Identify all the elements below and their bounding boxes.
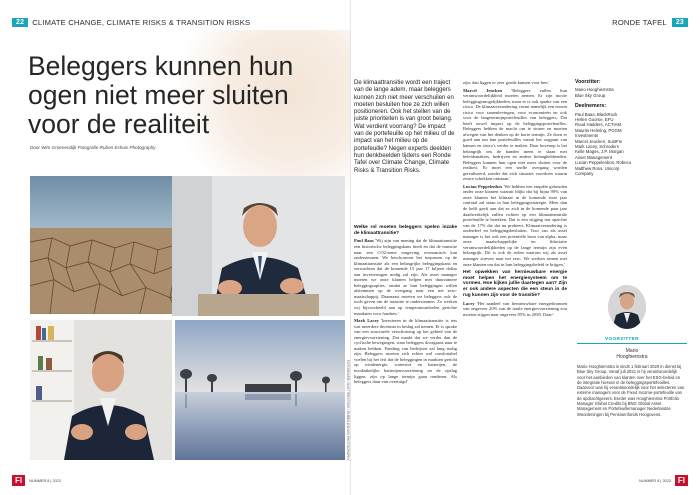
participants-heading: Deelnemers: bbox=[575, 103, 607, 110]
participant-line: Maurits Helmlng, PGGM bbox=[575, 127, 622, 133]
paragraph bbox=[463, 301, 567, 318]
paragraph bbox=[354, 238, 457, 316]
moderator-photo bbox=[608, 285, 646, 329]
issue-label: NUMMER 8 | 2023 bbox=[639, 478, 671, 483]
footer bbox=[12, 475, 61, 486]
interview-question: Het opwekken van hernieuwbare energie moet helpen het energiesysteem om te vormen. Hoe kijken jullie daartegen aan? Zijn er ook andere aspecten die een steun in de rug kunnen zijn voor de transitie? bbox=[463, 270, 567, 298]
paragraph bbox=[354, 318, 457, 385]
title-line: Beleggers kunnen hun bbox=[28, 51, 294, 81]
participant-line: Kelle Mages, J.P. Morgan bbox=[575, 149, 624, 155]
participants-block bbox=[575, 104, 687, 176]
participant-line: Mark Lacey, Schroders bbox=[575, 144, 619, 150]
speaker-name: Mark Lacey bbox=[354, 318, 379, 324]
participant-line: Lucian Peppelenbos, Robeco bbox=[575, 160, 632, 166]
participant-line: Marcel Jeucken, SustFin bbox=[575, 138, 623, 144]
divider bbox=[577, 343, 687, 344]
panelist-portrait bbox=[172, 176, 345, 316]
moderator-label: VOORZITTER bbox=[605, 337, 639, 342]
section-header bbox=[12, 15, 250, 29]
article-title bbox=[28, 52, 328, 139]
speaker-name: Lacey bbox=[463, 300, 475, 306]
chair-line: Mario Hooghiemstra bbox=[575, 87, 614, 93]
issue-label: NUMMER 8 | 2023 bbox=[29, 478, 61, 483]
participant-line: Hellen Goorse, EFU bbox=[575, 117, 614, 123]
participant-line: Ruud Hadders, ACTIAM bbox=[575, 122, 622, 128]
interview-question: Welke rol moeten beleggers spelen inzake de klimaattransitie? bbox=[354, 225, 457, 236]
page-number: 23 bbox=[672, 18, 688, 27]
section-header bbox=[612, 15, 688, 29]
speaker-name: Lucian Peppelenbos bbox=[463, 183, 503, 189]
moderator-name bbox=[597, 348, 667, 360]
section-title: RONDE TAFEL bbox=[612, 17, 667, 27]
page-number: 22 bbox=[12, 18, 28, 27]
moderator-portrait bbox=[608, 285, 646, 329]
title-line: voor de realiteit bbox=[28, 109, 210, 139]
paragraph bbox=[463, 184, 567, 267]
paragraph-text: 'Beleggers zullen hun verantwoordelijkheid moeten nemen. Er zijn mooie beleggingsmogelijkheden, maar er is ook sprake van een risico. De klimaatverandering vormt namelijk een enorm risico voor samenlevingen, voor economieën en ook voor de langetermijnportefeuilles van beleggers. Dat heeft zowel impact op de beleggingsportefeuilles. Beleggers hebben de macht om te sturen en moeten afwegen van het denken op de korte termijn. Ze doen er goed aan om hun portefeuilles vanuit het oogpunt van kansen en risico's verder te maken. Daar bovenop is het belangrijk om de handen ineen te slaan met beleidsmakers, bedrijven en andere belanghebbenden. Beleggers kunnen hun ogen niet meer sluiten voor de realiteit. Er moet een snelle overgang worden gerealiseerd, zonder dat zich situaties voordoen waarin zware schokken ontstaan.' bbox=[463, 87, 567, 182]
paragraph-text: 'Het aandeel van hernieuwbare energiebronnen van ongeveer 20% van de totale energievoorziening zou moeten stijgen naar ongeveer 85% in 2050. Daar-' bbox=[463, 300, 567, 317]
flooded-landscape-image bbox=[175, 320, 345, 460]
participant-line: Asset Management bbox=[575, 154, 613, 160]
chair-line: Blue Sky Group bbox=[575, 92, 606, 98]
paragraph-text: 'Wij zijn van mening dat de klimaattransitie een historische beleggingskans biedt en dat de transitie naar een CO2-arme omgeving economisch kan ondersteunen. We beschouwen het toepassen op de klimaattransitie als een belangrijke beleggingskans en verwachten dat de komende 15 jaar 17 biljoen dollar aan investeringen nodig zal zijn. Als asset manager moeten we onze klanten helpen met duurzamere beleggingsopties, omdat ze hun beleggingen willen afstemmen op de overgang naar een net zero-maatschappij. Daarnaast moeten we beleggers ook de tools geven om de transitie te ondersteunen. Zo werken wij bijvoorbeeld aan op temperatuurdoelen gerichte mandaten voor fondsen.' bbox=[354, 238, 457, 316]
article-column-2 bbox=[463, 80, 567, 476]
article-intro: De klimaattransitie wordt een traject van de lange adem, maar beleggers kunnen zich niet meer verschuilen en moeten besluiten hoe ze zich willen positioneren. Ook het stellen van de juiste prioriteiten is van groot belang. Wat verdient voorrang? De impact van de portefeuille op het milieu of de impact van het milieu op de portefeuille? Negen experts deelden hun denkbeelden tijdens een Ronde Tafel over Climate Change, Climate Risks & Transition Risks. bbox=[354, 80, 455, 174]
speaker-name: Paul Baas bbox=[354, 238, 374, 244]
panelist-photo-1 bbox=[172, 176, 345, 316]
photo-credit-text: FOTOGRAFIE: SHUTTERSTOCK / RUBEN ESHUIS PHOTOGRAPHY bbox=[346, 360, 350, 461]
moderator-name-line: Hooghiemstra bbox=[616, 354, 648, 360]
paragraph-text: zijn, dan liggen er zeer goede kansen voor hen.' bbox=[463, 80, 550, 85]
panelist-portrait bbox=[30, 320, 172, 460]
paragraph-text: 'We hebben een enquête gehouden onder onze klanten waaruit blijkt dat bij bijna 90% van onze klanten het klimaat in de komende twee jaar centraal zal staan in hun beleggingsstrategie. Meer dan de helft geeft aan dat ze zich in de komende paar jaar daadwerkelijk zullen richten op een klimaatneutrale portefeuille te bereiken. Dat is een stijging ten opzichte van de 17% die dat nu probeert. Klimaatverandering is onderdeel en beleggingsbesluiten. Voor ons als asset manager is het ook een potentiële bron van alpha, maar onze maatschappelijke en fiduciaire verantwoordelijkheden op de lange termijn zijn even belangrijk. Dit is ook de reden waarom wij als asset manager streven naar net zero. We werken samen met onze klanten om dat in hun beleggingsbeleid te krijgen.' bbox=[463, 183, 567, 267]
participant-line: Investments bbox=[575, 133, 599, 139]
participant-line: Paul Baas, BlackRock bbox=[575, 111, 618, 117]
article-column-1 bbox=[354, 222, 457, 474]
title-line: ogen niet meer sluiten bbox=[28, 80, 289, 110]
section-title: CLIMATE CHANGE, CLIMATE RISKS & TRANSITION RISKS bbox=[32, 17, 251, 27]
paragraph-text: 'Investeren in de klimaattransitie is iets wat meerdere decennia in beslag zal nemen. Er is sprake van een structurele verschuiving op het gebied van de energievoorziening. Dat maakt dat we verder dan de cyclische bewegingen, waar beleggers doorgaans naar te maken hebben. Funding van bedrijven zal lang nodig zijn. Beleggers moeten zich echter wel comfortabel voelen bij het feit dat de beleggingen in markten gericht op windenergie, waterstof en batterijen, de noodzakelijke batterijenvoorziening en de opslag liggen, zijn op lange termijn gaan renderen. Als beleggers daar van overtuigd' bbox=[354, 318, 457, 385]
footer bbox=[639, 475, 688, 486]
participant-line: Company bbox=[575, 171, 594, 177]
moderator-bio: Mario Hooghiemstra is sinds 1 februari 2020 in dienst bij Blue Sky Group. Vanaf juli 2021 is hij verantwoordelijk voor het aanbieden van klanten over het ESG-beleid en de integratie hiervan in de beleggingsportefeuilles. Daarvoor was hij verantwoordelijk voor het selecteren van externe managers voor de Fixed Income-portefeuille van de opdrachtgevers. Eerder was Hooghiemstra Portfolio Manager Global Credits bij BNG Global Asset Management en Portefeuillemanager Nederlandse Woonleningen bij Pensioenfonds Hoogovens. bbox=[577, 364, 685, 417]
participant-line: Matthew Ross, Unicorp bbox=[575, 165, 620, 171]
fi-logo: FI bbox=[675, 475, 688, 486]
chair-block bbox=[575, 80, 687, 98]
right-page bbox=[350, 0, 700, 495]
fi-logo: FI bbox=[12, 475, 25, 486]
chair-heading: Voorzitter: bbox=[575, 79, 601, 85]
participants-sidebar bbox=[575, 80, 687, 183]
speaker-name: Marcel Jeucken bbox=[463, 87, 503, 93]
paragraph bbox=[463, 88, 567, 182]
panelist-photo-2 bbox=[30, 320, 172, 460]
byline: Door Wim Groenendijk Fotografie Ruben Eshuis Photography bbox=[30, 145, 156, 150]
moderator-name-line: Mario bbox=[625, 348, 639, 354]
flood-photo bbox=[175, 320, 345, 460]
